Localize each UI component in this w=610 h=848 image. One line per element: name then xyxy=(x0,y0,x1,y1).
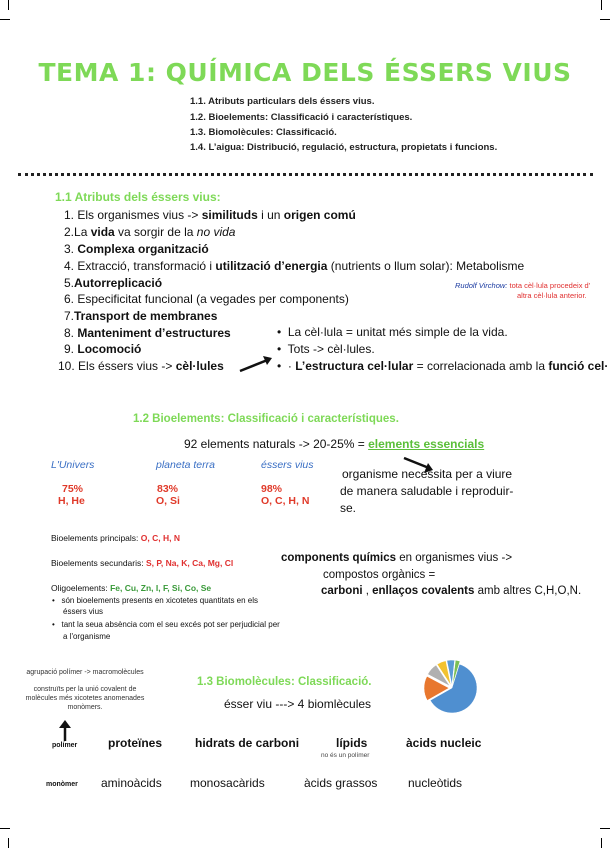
oligo-bullet-cont: éssers vius xyxy=(63,607,104,616)
bullet-bold: funció cel· xyxy=(548,359,609,373)
item-text: i un xyxy=(257,208,284,222)
item-number: 4. xyxy=(64,259,75,273)
list-item xyxy=(64,309,217,323)
col-elements: H, He xyxy=(58,495,85,507)
item-bold: similituds xyxy=(201,208,258,222)
col-pct: 98% xyxy=(261,483,283,495)
list-item xyxy=(64,208,356,222)
list-item xyxy=(64,342,141,356)
text: , xyxy=(362,585,373,597)
item-number: 9. xyxy=(64,342,75,356)
col-pct: 75% xyxy=(62,483,84,495)
corner-mark xyxy=(0,19,10,20)
essential-desc: de manera saludable i reproduir- xyxy=(340,484,514,498)
toc-item: 1.3. Biomolècules: Classificació. xyxy=(190,127,337,138)
page-title: TEMA 1: QUÍMICA DELS ÉSSERS VIUS xyxy=(38,58,572,87)
col-label: L'Univers xyxy=(51,459,95,471)
item-text: Extracció, transformació i xyxy=(77,259,216,273)
item-bold: Transport de membranes xyxy=(74,309,218,323)
polimer-label: polímer xyxy=(52,742,78,749)
bold-text: carboni xyxy=(321,585,363,597)
biomolecules-line: ésser viu ---> 4 biomlècules xyxy=(224,697,372,711)
item-text: Els organismes vius -> xyxy=(77,208,202,222)
monomer-name: nucleòtids xyxy=(408,776,463,790)
essential-line xyxy=(184,437,484,451)
col-pct: 83% xyxy=(157,483,179,495)
arrow-up-icon xyxy=(57,720,73,742)
oligo-bullet: • són bioelements presents en xicotetes quantitats en els xyxy=(52,596,259,605)
essential-desc: se. xyxy=(340,501,357,515)
bold-text: components químics xyxy=(281,552,397,564)
corner-mark xyxy=(600,828,610,829)
list-item xyxy=(64,276,162,290)
col-label: planeta terra xyxy=(156,459,215,471)
biomolecule-name: hidrats de carboni xyxy=(195,736,300,750)
components-line: compostos orgànics = xyxy=(323,569,436,581)
line-text: 92 elements naturals -> 20-25% = xyxy=(184,437,369,451)
bullet-text: La cèl·lula = unitat més simple de la vida. xyxy=(287,325,508,339)
construits-note: construïts per la unió covalent de xyxy=(33,686,137,693)
value: S, P, Na, K, Ca, Mg, Cl xyxy=(145,558,234,568)
bullet-text: Tots -> cèl·lules. xyxy=(287,342,375,356)
bullet-text: · xyxy=(287,359,296,373)
components-line xyxy=(281,552,512,564)
value: Fe, Cu, Zn, I, F, Si, Co, Se xyxy=(110,583,212,593)
text: amb altres C,H,O,N. xyxy=(474,585,582,597)
item-number: 5. xyxy=(64,276,75,290)
arrow-icon xyxy=(238,352,276,374)
item-number: 2. xyxy=(64,225,75,239)
item-text: La xyxy=(74,225,91,239)
corner-mark xyxy=(8,838,9,848)
item-number: 8. xyxy=(64,326,75,340)
item-number: 7. xyxy=(64,309,75,323)
item-number: 1. xyxy=(64,208,75,222)
col-label: éssers vius xyxy=(261,459,314,471)
pie-chart xyxy=(414,652,484,716)
construits-note: monòmers. xyxy=(67,704,103,711)
item-bold: origen comú xyxy=(283,208,356,222)
item-text: va sorgir de la xyxy=(114,225,197,239)
value: O, C, H, N xyxy=(140,533,180,543)
toc-item: 1.1. Atributs particulars dels éssers vius. xyxy=(190,96,375,107)
item-text: Especificitat funcional (a vegades per components) xyxy=(77,292,349,306)
text: en organismes vius -> xyxy=(396,552,513,564)
bioelements-principals xyxy=(51,533,180,543)
monomer-name: aminoàcids xyxy=(101,776,162,790)
item-number: 6. xyxy=(64,292,75,306)
note-text: tota cèl·lula procedeix d' xyxy=(509,281,591,290)
item-bold: vida xyxy=(90,225,115,239)
col-elements: O, Si xyxy=(156,495,180,507)
biomolecule-name: lípids xyxy=(336,736,368,750)
bioelements-secundaris xyxy=(51,558,233,568)
corner-mark xyxy=(600,19,610,20)
item-bold: utilització d’energia xyxy=(215,259,328,273)
bullet-bold: L’estructura cel·lular xyxy=(295,359,414,373)
list-item xyxy=(58,359,224,373)
bullet-text: són bioelements presents en xicotetes quantitats en els xyxy=(61,596,259,605)
list-item xyxy=(64,225,235,239)
lipids-note: no és un polímer xyxy=(321,752,370,759)
item-number: 10. xyxy=(58,359,75,373)
item-bold: Manteniment d’estructures xyxy=(77,326,231,340)
corner-mark xyxy=(0,828,10,829)
corner-mark xyxy=(601,838,602,848)
label: Bioelements secundaris: xyxy=(51,558,146,568)
toc-item: 1.2. Bioelements: Classificació i característiques. xyxy=(190,112,413,123)
list-item xyxy=(64,326,231,340)
label: Oligoelements: xyxy=(51,583,111,593)
corner-mark xyxy=(8,0,9,10)
label: Bioelements principals: xyxy=(51,533,141,543)
item-bold: cèl·lules xyxy=(175,359,224,373)
components-line xyxy=(321,585,581,597)
section-divider xyxy=(18,173,593,176)
bullet-text: tant la seua absència com el seu excés pot ser perjudicial per xyxy=(61,620,280,629)
bold-text: enllaços covalents xyxy=(372,585,475,597)
item-number: 3. xyxy=(64,242,75,256)
item-text: (nutrients o llum solar): Metabolisme xyxy=(327,259,525,273)
elements-essencials-link[interactable]: elements essencials xyxy=(368,437,485,451)
toc-item: 1.4. L’aigua: Distribució, regulació, estructura, propietats i funcions. xyxy=(190,142,498,153)
bullet-item: • · L’estructura cel·lular = correlacionada amb la funció cel· xyxy=(277,359,609,373)
oligo-bullet-cont: a l'organisme xyxy=(63,632,111,641)
essential-desc: organisme necessita per a viure xyxy=(342,467,513,481)
list-item xyxy=(64,242,209,256)
list-item xyxy=(64,292,349,306)
item-bold: Complexa organització xyxy=(77,242,209,256)
note-name: Rudolf Virchow: xyxy=(455,281,508,290)
list-item xyxy=(64,259,524,273)
section-heading: 1.2 Bioelements: Classificació i característiques. xyxy=(133,413,399,425)
item-text: Els éssers vius -> xyxy=(78,359,176,373)
item-bold: Autorreplicació xyxy=(74,276,163,290)
biomolecule-name: proteïnes xyxy=(108,736,163,750)
col-elements: O, C, H, N xyxy=(261,495,310,507)
oligo-bullet: • tant la seua absència com el seu excés pot ser perjudicial per xyxy=(52,620,280,629)
agrupacio-note: agrupació polímer -> macromolècules xyxy=(26,669,144,676)
monomer-name: àcids grassos xyxy=(304,776,378,790)
item-bold: Locomoció xyxy=(77,342,142,356)
bullet-item: • Tots -> cèl·lules. xyxy=(277,342,375,356)
note-text: altra cèl·lula anterior. xyxy=(517,291,587,300)
construits-note: molècules més xicotetes anomenades xyxy=(25,695,145,702)
monomer-name: monosacàrids xyxy=(190,776,265,790)
section-heading: 1.3 Biomolècules: Classificació. xyxy=(197,676,372,688)
item-italic: no vida xyxy=(196,225,236,239)
oligoelements xyxy=(51,583,211,593)
corner-mark xyxy=(601,0,602,10)
biomolecule-name: àcids nucleic xyxy=(406,736,482,750)
virchow-note xyxy=(455,281,590,290)
monomer-label: monòmer xyxy=(46,781,78,788)
bullet-text: = correlacionada amb la xyxy=(413,359,549,373)
bullet-item: • La cèl·lula = unitat més simple de la vida. xyxy=(277,325,508,339)
section-heading: 1.1 Atributs dels éssers vius: xyxy=(55,190,221,204)
